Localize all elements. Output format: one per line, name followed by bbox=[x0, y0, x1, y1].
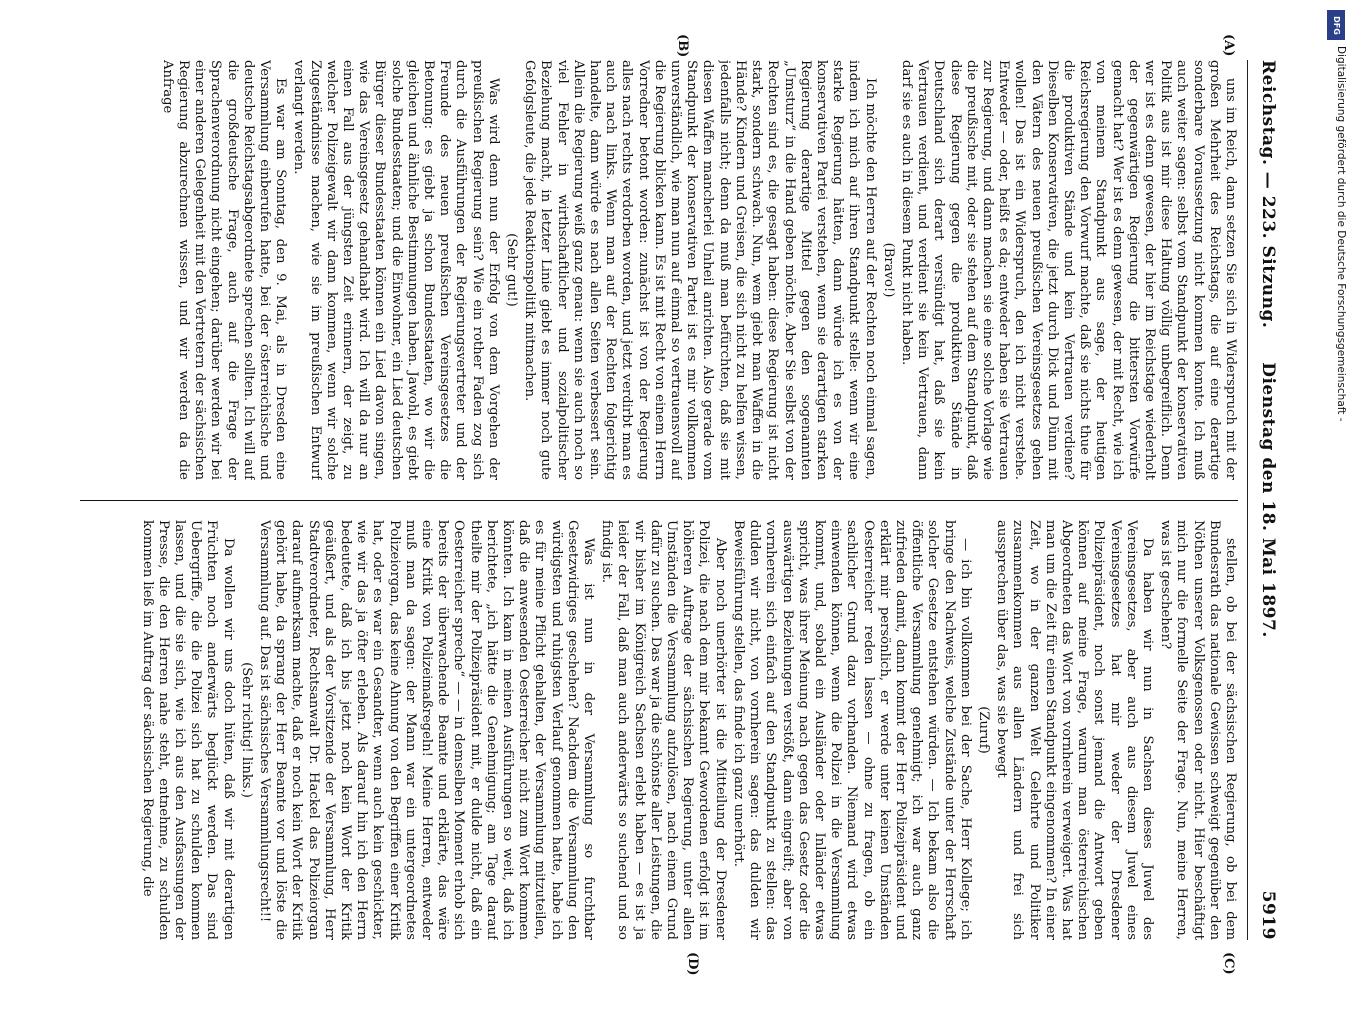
interjection: (Sehr richtig! links.) bbox=[238, 662, 254, 798]
margin-marker-c: (C) bbox=[1221, 952, 1236, 975]
paragraph: Da wollen wir uns doch hüten, daß wir mit derartigen Früchten noch anderwärts beglückt werden. Das sind Uebergriffe, die die Polizei sich hat zu schulden kommen lassen, und die sie sich, wie ich aus den Ausfassungen der Presse, die den Herren nahe steht, entnehme, zu schulden kommen ließ im Auftrag der sächsischen Regierung, die bbox=[139, 520, 236, 940]
digitization-credit bbox=[1327, 6, 1347, 996]
dfg-logo-icon bbox=[1327, 10, 1345, 40]
credit-text: Digitalisierung gefördert durch die Deutsche Forschungsgemeinschaft - bbox=[1335, 46, 1347, 422]
interjection: (Bravo!) bbox=[880, 242, 896, 298]
header-rule bbox=[1247, 60, 1248, 940]
paragraph: Es war am Sonntag, den 9. Mai, als in Dresden eine Versammlung einberufen hatte, bei der österreichische und deutsche Reichstagsabgeordnete sprechen sollten. Ich will auf die großdeutsche Frage, auch auf die Frage der Sprachenverordnung nicht eingehen; darüber werden wir bei einer anderen Gelegenheit mit den Vertretern der sächsischen Regierung abzurechnen wissen, und wir werden da die Anfrage bbox=[159, 60, 289, 480]
margin-marker-b: (B) bbox=[675, 34, 690, 58]
rotated-page-content bbox=[50, 20, 1300, 980]
margin-marker-a: (A) bbox=[1221, 34, 1236, 57]
paragraph: — ich bin vollkommen bei der Sache, Herr Kollege; ich bringe den Nachweis, welche Zustände unter der Herrschaft solcher Gesetze entstehen würden. — Ich bekam also die öffentliche Versammlung genehmigt; ich war auch ganz zufrieden damit, dann kommt der Herr Polizeipräsident und erklärt mir persönlich, er werde unter keinen Umständen Oesterreicher reden lassen — ohne zu fragen, ob ein sachlicher Grund dazu vorhanden. Niemand wird etwas einwenden können, wenn die Polizei in die Versammlung kommt, und, sobald ein Ausländer oder Inländer etwas spricht, was ihrer Meinung nach gegen das Gesetz oder die auswärtigen Beziehungen verstößt, dann eingreift; aber von vornherein sich einfach auf den Standpunkt zu stellen: das dulden wir nicht, von vornherein sagen: das dulden wir Beweisführung stellen, das finde ich ganz unerhört. bbox=[730, 520, 973, 940]
margin-marker-d: (D) bbox=[685, 952, 700, 976]
paragraph: Ich möchte den Herren auf der Rechten noch einmal sagen, indem ich mich auf ihren Standpunkt stelle: wenn wir eine starke Regierung hätten, dann würde ich es von der konservativen Partei verstehen, wenn sie derartigen starken Regierung derartige Mittel gegen den sogenannten „Umsturz“ in die Hand geben möchte. Aber Sie selbst von der Rechten sind es, die gesagt haben: diese Regierung ist nicht stark, sondern schwach. Nun, wem giebt man Waffen in die Hände? Kindern und Greisen, die sich nicht zu helfen wissen, jedenfalls nicht; denn da muß man befürchten, daß sie mit diesen Waffen mancherlei Unheil anrichten. Also gerade vom Standpunkt der konservativen Partei ist es mir vollkommen unverständlich, wie man nun auf einmal so vertrauensvoll auf die Regierung blicken kann. Es ist mit Recht von einem Herrn Vorredner betont worden: zunächst ist von der Regierung alles nach rechts verdorben worden, und jetzt verdirbt man es auch nach links. Wenn man auf der Rechten folgerichtig handelte, dann würde es nach allen Seiten verbessert sein. Allein die Regierung weiß ganz genau: wenn sie auch noch so viel Fehler in wirthschaftlicher und sozialpolitischer Beziehung macht, in letzter Linie giebt es immer noch gute Gefolgsleute, die jede Reaktionspolitik mitmachen. bbox=[522, 60, 878, 480]
column-divider bbox=[80, 500, 1238, 501]
header-session: Reichstag. — 223. Sitzung. bbox=[1258, 60, 1278, 329]
paragraph: uns im Reich, dann setzen Sie sich in Widerspruch mit der großen Mehrheit des Reichstags, die auf eine derartige sonderbare Voraussetzung nicht kommen konnte. Ich muß auch weiter sagen: selbst vom Standpunkt der konservativen Politik aus ist mir diese Haltung völlig unbegreiflich. Denn wer ist es denn gewesen, der hier im Reichstage wiederholt der gegenwärtigen Regierung die bittersten Vorwürfe gemacht hat? Wer ist es denn gewesen, der mit Recht, wie ich von meinem Standpunkt aus sage, der heutigen Reichsregierung den Vorwurf machte, daß sie nichts thue für die produktiven Stände und kein Vertrauen verdiene? Dieselben Konservativen, die jetzt durch Dick und Dünn mit den Vätern des neuen preußischen Vereinsgesetzes gehen wollen! Das ist ein Widerspruch, den ich nicht verstehe. Entweder — oder, heißt es da; entweder haben sie Vertrauen zur Regierung, und dann machen sie eine solche Vorlage wie die preußische mit, oder sie stehen auf dem Standpunkt, daß diese Regierung gegen die produktiven Stände in Deutschland sich derart versündigt hat, daß sie kein Vertrauen verdient, und verdient sie kein Vertrauen, dann darf sie es auch in diesem Punkt nicht haben. bbox=[898, 60, 1238, 480]
paragraph: Aber noch unerhörter ist die Mitteilung der Dresdener Polizei, die nach dem mir bekannt Gewordenen erfolgt ist im höheren Auftrage der sächsischen Regierung, unter allen Umständen die Versammlung aufzulösen, nach einem Grund dafür zu suchen. Das war ja die schönste aller Leistungen, die wir bisher im Königreich Sachsen erlebt haben — es ist ja leider der Fall, daß man auch anderwärts so suchend und so findig ist. bbox=[599, 520, 728, 940]
header-date: Dienstag den 18. Mai 1897. bbox=[1258, 362, 1278, 638]
paragraph: Was ist nun in der Versammlung so furchtbar Gesetzwidriges geschehen? Nachdem die Versammlung den würdigsten und ruhigsten Verlauf genommen hatte, habe ich es für meine Pflicht gehalten, der Versammlung mitzuteilen, daß die anwesenden Oesterreicher nicht zum Wort kommen könnten. Ich kam in meinen Ausführungen so weit, daß ich berichtete, „ich hätte die Genehmigung; am Tage darauf theilte mir der Polizeipräsident mit, er dulde nicht, daß ein Oesterreicher spreche“ — — in demselben Moment erhob sich bereits der überwachende Beamte und erklärte, das wäre eine Kritik von Polizeimaßregeln! Meine Herren, entweder muß man da sagen: der Mann war ein untergeordnetes Polizeiorgan, das keine Ahnung von den Begriffen einer Kritik hat, oder es war ein Gesandter, wenn auch kein geschickter, wie wir das ja öfter erleben. Als darauf hin ich den Herrn bedeutete, daß ich bis jetzt noch kein Wort der Kritik geäußert, und als der Vorsitzende der Versammlung, Herr Stadtverordneter, Rechtsanwalt Dr. Hackel das Polizeiorgan darauf aufmerksam machte, daß er noch kein Wort der Kritik gehört habe, da sprang der Herr Beamte vor und löste die Versammlung auf. Das ist sächsisches Versammlungsrecht!! bbox=[257, 520, 597, 940]
right-column bbox=[80, 520, 1238, 940]
page-header bbox=[1248, 60, 1278, 940]
paragraph: stellen, ob bei der sächsischen Regierung, ob bei dem Bundesrath das nationale Gewissen schweigt gegenüber den Nöthen unserer Volksgenossen oder nicht. Hier beschäftigt mich nur die formelle Seite der Frage. Nun, meine Herren, was ist geschehen? bbox=[1158, 520, 1238, 940]
left-column bbox=[80, 60, 1238, 480]
paragraph: Da haben wir nun in Sachsen dieses Juwel des Vereinsgesetzes, aber auch aus diesem Juwel eines Vereinsgesetzes hat mir weder der Dresdener Polizeipräsident, noch sonst jemand die Antwort geben können auf meine Frage, warum man österreichischen Abgeordneten das Wort von vornherein verweigert. Was hat man um die Zeit für einen Standpunkt eingenommen? In einer Zeit, wo in der ganzen Welt Gelehrte und Politiker zusammenkommen aus allen Ländern und frei sich aussprechen über das, was sie bewegt bbox=[994, 520, 1155, 940]
interjection: (Zuruf) bbox=[975, 706, 991, 754]
paragraph: Was wird denn nun der Erfolg von dem Vorgehen der preußischen Regierung sein? Wie ein rother Faden zog sich durch die Ausführungen der Regierungsvertreter und der Freunde des neuen preußischen Vereinsgesetzes die Betonung: es giebt ja schon Bundesstaaten, wo wir die gleichen und ähnliche Bestimmungen haben. Jawohl, es giebt solche Bundesstaaten; und die Einwohner, ein Lied deutschen Bürger dieser Bundesstaaten können ein Lied davon singen, wie das Vereinsgesetz gehandhabt wird. Ich will da nur an einen Fall aus der jüngsten Zeit erinnern, der zeigt, zu welcher Polizeigewalt wir dann kommen, wenn wir solche Zugeständnisse machen, wie sie im preußischen Entwurf verlangt werden. bbox=[291, 60, 501, 480]
dfg-logo-text: DFG bbox=[1331, 15, 1341, 35]
interjection: (Sehr gut!) bbox=[504, 233, 520, 307]
page-number: 5919 bbox=[1258, 890, 1278, 940]
